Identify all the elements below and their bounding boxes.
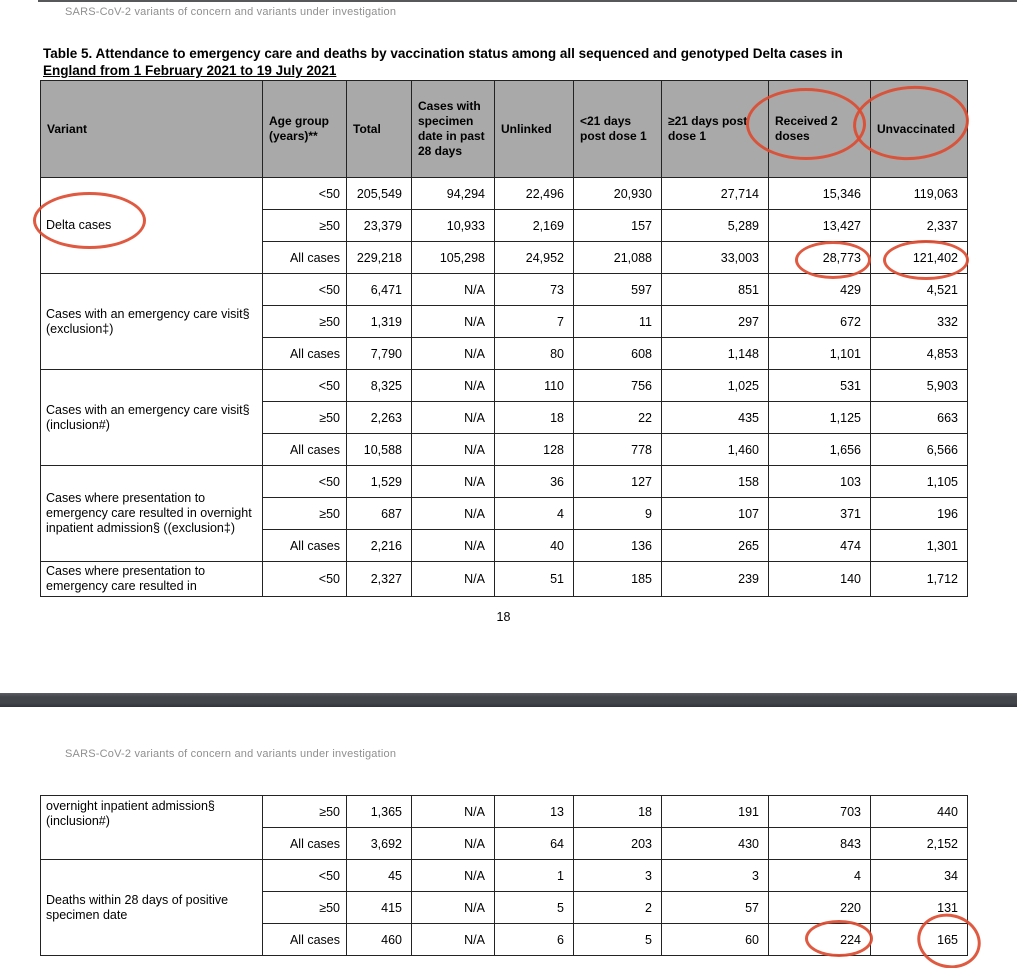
value-cell: 778 [574, 434, 662, 466]
column-header-0: Variant [41, 81, 263, 178]
value-cell: 34 [871, 860, 968, 892]
value-cell: 2,327 [347, 562, 412, 597]
running-header-page2: SARS-CoV-2 variants of concern and variants under investigation [65, 748, 397, 760]
value-cell: 136 [574, 530, 662, 562]
age-group-cell: <50 [263, 178, 347, 210]
value-cell: 24,952 [495, 242, 574, 274]
value-cell: 57 [662, 892, 769, 924]
value-cell: 460 [347, 924, 412, 956]
value-cell: 33,003 [662, 242, 769, 274]
value-cell: 2,169 [495, 210, 574, 242]
age-group-cell: ≥50 [263, 796, 347, 828]
value-cell: 224 [769, 924, 871, 956]
variant-label: Cases where presentation to emergency care resulted in [41, 562, 263, 597]
value-cell: 1 [495, 860, 574, 892]
value-cell: 10,588 [347, 434, 412, 466]
value-cell: 297 [662, 306, 769, 338]
value-cell: 158 [662, 466, 769, 498]
value-cell: 205,549 [347, 178, 412, 210]
value-cell: 531 [769, 370, 871, 402]
value-cell: 663 [871, 402, 968, 434]
value-cell: 64 [495, 828, 574, 860]
page-number: 18 [496, 610, 511, 624]
value-cell: 8,325 [347, 370, 412, 402]
value-cell: 239 [662, 562, 769, 597]
value-cell: 703 [769, 796, 871, 828]
table-title-line1: Table 5. Attendance to emergency care and deaths by vaccination status among all sequenced and genotyped Delta cases in [43, 46, 843, 61]
value-cell: 80 [495, 338, 574, 370]
value-cell: N/A [412, 306, 495, 338]
value-cell: 1,148 [662, 338, 769, 370]
value-cell: N/A [412, 338, 495, 370]
value-cell: 6,471 [347, 274, 412, 306]
table-row [41, 370, 968, 402]
value-cell: 430 [662, 828, 769, 860]
value-cell: 1,125 [769, 402, 871, 434]
value-cell: 128 [495, 434, 574, 466]
variant-label: Cases with an emergency care visit§ (inclusion#) [41, 370, 263, 466]
table-row [41, 178, 968, 210]
value-cell: 1,460 [662, 434, 769, 466]
value-cell: 1,656 [769, 434, 871, 466]
value-cell: 7,790 [347, 338, 412, 370]
table-5-page2-continuation [40, 795, 968, 956]
age-group-cell: ≥50 [263, 892, 347, 924]
column-header-8: Unvaccinated [871, 81, 968, 178]
value-cell: N/A [412, 434, 495, 466]
age-group-cell: All cases [263, 434, 347, 466]
value-cell: 121,402 [871, 242, 968, 274]
value-cell: N/A [412, 498, 495, 530]
age-group-cell: <50 [263, 860, 347, 892]
value-cell: 40 [495, 530, 574, 562]
value-cell: 131 [871, 892, 968, 924]
value-cell: 191 [662, 796, 769, 828]
value-cell: 4 [769, 860, 871, 892]
table-header-row [41, 81, 968, 178]
value-cell: 4 [495, 498, 574, 530]
value-cell: 20,930 [574, 178, 662, 210]
value-cell: 11 [574, 306, 662, 338]
value-cell: 22,496 [495, 178, 574, 210]
age-group-cell: ≥50 [263, 498, 347, 530]
column-header-5: <21 days post dose 1 [574, 81, 662, 178]
value-cell: 371 [769, 498, 871, 530]
age-group-cell: All cases [263, 530, 347, 562]
value-cell: N/A [412, 892, 495, 924]
table-title [43, 45, 973, 79]
value-cell: 1,319 [347, 306, 412, 338]
value-cell: 435 [662, 402, 769, 434]
value-cell: 7 [495, 306, 574, 338]
value-cell: 2,216 [347, 530, 412, 562]
value-cell: 1,101 [769, 338, 871, 370]
value-cell: 2,263 [347, 402, 412, 434]
value-cell: 3 [574, 860, 662, 892]
value-cell: 608 [574, 338, 662, 370]
value-cell: 2,152 [871, 828, 968, 860]
value-cell: 185 [574, 562, 662, 597]
value-cell: 440 [871, 796, 968, 828]
value-cell: 5 [574, 924, 662, 956]
value-cell: N/A [412, 562, 495, 597]
value-cell: 1,365 [347, 796, 412, 828]
table-row [41, 796, 968, 828]
value-cell: 15,346 [769, 178, 871, 210]
value-cell: 1,712 [871, 562, 968, 597]
value-cell: N/A [412, 530, 495, 562]
value-cell: N/A [412, 402, 495, 434]
value-cell: 220 [769, 892, 871, 924]
table-row [41, 274, 968, 306]
value-cell: 4,521 [871, 274, 968, 306]
value-cell: 165 [871, 924, 968, 956]
age-group-cell: <50 [263, 274, 347, 306]
table-title-line2: England from 1 February 2021 to 19 July 2021 [43, 63, 337, 78]
age-group-cell: All cases [263, 338, 347, 370]
value-cell: 6 [495, 924, 574, 956]
variant-label: Delta cases [41, 178, 263, 274]
value-cell: 103 [769, 466, 871, 498]
table-row [41, 860, 968, 892]
value-cell: 332 [871, 306, 968, 338]
variant-label: Deaths within 28 days of positive specimen date [41, 860, 263, 956]
value-cell: 1,529 [347, 466, 412, 498]
value-cell: 5 [495, 892, 574, 924]
age-group-cell: <50 [263, 370, 347, 402]
value-cell: N/A [412, 860, 495, 892]
value-cell: 1,301 [871, 530, 968, 562]
age-group-cell: ≥50 [263, 210, 347, 242]
value-cell: 265 [662, 530, 769, 562]
age-group-cell: All cases [263, 828, 347, 860]
value-cell: 45 [347, 860, 412, 892]
value-cell: 9 [574, 498, 662, 530]
value-cell: 1,105 [871, 466, 968, 498]
value-cell: N/A [412, 370, 495, 402]
value-cell: 415 [347, 892, 412, 924]
value-cell: 18 [574, 796, 662, 828]
value-cell: 3,692 [347, 828, 412, 860]
running-header-page1: SARS-CoV-2 variants of concern and variants under investigation [65, 6, 397, 18]
value-cell: 51 [495, 562, 574, 597]
value-cell: N/A [412, 828, 495, 860]
value-cell: 73 [495, 274, 574, 306]
value-cell: 6,566 [871, 434, 968, 466]
value-cell: 851 [662, 274, 769, 306]
value-cell: 229,218 [347, 242, 412, 274]
value-cell: 22 [574, 402, 662, 434]
value-cell: 672 [769, 306, 871, 338]
value-cell: 1,025 [662, 370, 769, 402]
value-cell: N/A [412, 466, 495, 498]
value-cell: 13 [495, 796, 574, 828]
value-cell: 5,903 [871, 370, 968, 402]
variant-label: overnight inpatient admission§ (inclusion#) [41, 796, 263, 860]
value-cell: 756 [574, 370, 662, 402]
column-header-7: Received 2 doses [769, 81, 871, 178]
value-cell: 119,063 [871, 178, 968, 210]
value-cell: 843 [769, 828, 871, 860]
age-group-cell: All cases [263, 924, 347, 956]
value-cell: 429 [769, 274, 871, 306]
value-cell: 107 [662, 498, 769, 530]
variant-label: Cases with an emergency care visit§ (exclusion‡) [41, 274, 263, 370]
column-header-4: Unlinked [495, 81, 574, 178]
value-cell: 23,379 [347, 210, 412, 242]
column-header-2: Total [347, 81, 412, 178]
value-cell: 5,289 [662, 210, 769, 242]
column-header-6: ≥21 days post dose 1 [662, 81, 769, 178]
value-cell: 127 [574, 466, 662, 498]
value-cell: 21,088 [574, 242, 662, 274]
table-row [41, 466, 968, 498]
value-cell: 2 [574, 892, 662, 924]
value-cell: 474 [769, 530, 871, 562]
table-5-page1 [40, 80, 968, 597]
value-cell: 105,298 [412, 242, 495, 274]
value-cell: 110 [495, 370, 574, 402]
value-cell: 3 [662, 860, 769, 892]
value-cell: 196 [871, 498, 968, 530]
value-cell: 27,714 [662, 178, 769, 210]
variant-label: Cases where presentation to emergency care resulted in overnight inpatient admission§ ((exclusion‡) [41, 466, 263, 562]
value-cell: N/A [412, 274, 495, 306]
age-group-cell: All cases [263, 242, 347, 274]
value-cell: 597 [574, 274, 662, 306]
table-row [41, 562, 968, 597]
value-cell: 28,773 [769, 242, 871, 274]
value-cell: N/A [412, 796, 495, 828]
value-cell: 203 [574, 828, 662, 860]
column-header-3: Cases with specimen date in past 28 days [412, 81, 495, 178]
column-header-1: Age group (years)** [263, 81, 347, 178]
value-cell: 2,337 [871, 210, 968, 242]
value-cell: 10,933 [412, 210, 495, 242]
value-cell: 94,294 [412, 178, 495, 210]
page-separator-bar [0, 693, 1017, 707]
age-group-cell: <50 [263, 466, 347, 498]
value-cell: 4,853 [871, 338, 968, 370]
page-top-rule [38, 0, 1017, 2]
value-cell: 140 [769, 562, 871, 597]
value-cell: 687 [347, 498, 412, 530]
value-cell: 60 [662, 924, 769, 956]
age-group-cell: ≥50 [263, 306, 347, 338]
value-cell: 13,427 [769, 210, 871, 242]
value-cell: N/A [412, 924, 495, 956]
value-cell: 36 [495, 466, 574, 498]
value-cell: 18 [495, 402, 574, 434]
value-cell: 157 [574, 210, 662, 242]
age-group-cell: ≥50 [263, 402, 347, 434]
age-group-cell: <50 [263, 562, 347, 597]
